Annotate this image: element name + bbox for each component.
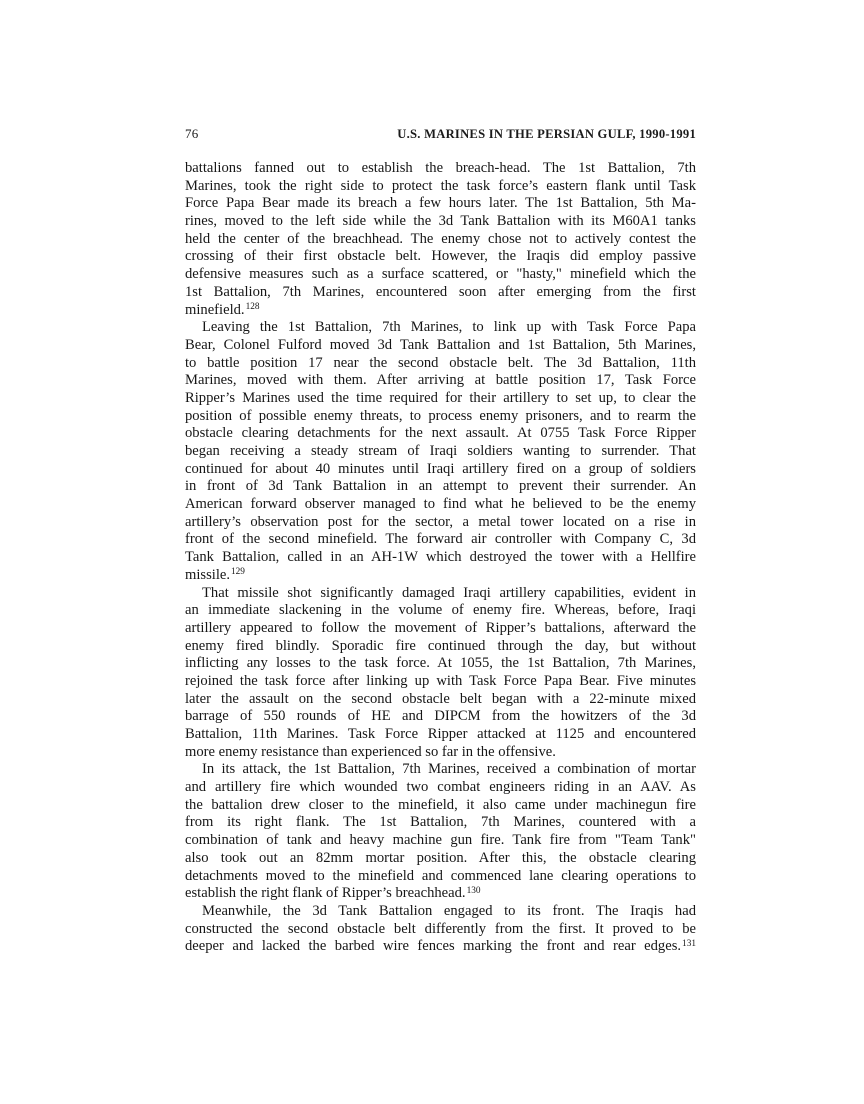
text-line: from its right flank. The 1st Battalion, 7th Marines, countered with a — [185, 814, 696, 831]
text-line: held the center of the breachhead. The enemy chose not to actively contest the — [185, 230, 696, 247]
text-line: an immediate slackening in the volume of enemy fire. Whereas, before, Iraqi — [185, 602, 696, 619]
text-line: detachments moved to the minefield and commenced lane clearing operations to — [185, 867, 696, 884]
text-line: Bear, Colonel Fulford moved 3d Tank Battalion and 1st Battalion, 5th Marines, — [185, 336, 696, 353]
page-header — [185, 126, 696, 142]
text-line: combination of tank and heavy machine gun fire. Tank fire from "Team Tank" — [185, 832, 696, 849]
text-line: inflicting any losses to the task force. At 1055, the 1st Battalion, 7th Marines, — [185, 655, 696, 672]
page-number: 76 — [185, 126, 199, 141]
text-line: began receiving a steady stream of Iraqi soldiers wanting to surrender. That — [185, 443, 696, 459]
text-line: also took out an 82mm mortar position. After this, the obstacle clearing — [185, 849, 696, 866]
text-line: and artillery fire which wounded two combat engineers riding in an AAV. As — [185, 779, 696, 796]
text-line: Tank Battalion, called in an AH-1W which destroyed the tower with a Hellfire — [185, 549, 696, 566]
text-line: That missile shot significantly damaged Iraqi artillery capabilities, evident in — [202, 584, 696, 601]
body-text — [185, 160, 696, 956]
text-line: crossing of their first obstacle belt. However, the Iraqis did employ passive — [185, 248, 696, 265]
paragraph — [185, 585, 696, 762]
text-line: Leaving the 1st Battalion, 7th Marines, to link up with Task Force Papa — [202, 319, 696, 336]
text-line: continued for about 40 minutes until Iraqi artillery fired on a group of soldiers — [185, 460, 696, 477]
text-line: later the assault on the second obstacle belt began with a 22-minute mixed — [185, 690, 696, 707]
text-line: In its attack, the 1st Battalion, 7th Marines, received a combination of mortar — [202, 761, 696, 778]
text-line: rines, moved to the left side while the 3d Tank Battalion with its M60A1 tanks — [185, 213, 696, 230]
text-line: in front of 3d Tank Battalion in an attempt to prevent their surrender. An — [185, 478, 696, 495]
text-line: obstacle clearing detachments for the next assault. At 0755 Task Force Ripper — [185, 425, 696, 442]
text-line: enemy fired blindly. Sporadic fire continued through the day, but without — [185, 637, 696, 654]
text-line: defensive measures such as a surface scattered, or "hasty," minefield which the — [185, 266, 696, 283]
footnote-ref: 130 — [466, 885, 481, 896]
text-line: Force Papa Bear made its breach a few hours later. The 1st Battalion, 5th Ma- — [185, 195, 696, 212]
text-line: the battalion drew closer to the minefield, it also came under machinegun fire — [185, 796, 696, 813]
text-line: deeper and lacked the barbed wire fences marking the front and rear edges.$^{131}$ — [185, 938, 696, 955]
text-line: Battalion, 11th Marines. Task Force Ripper attacked at 1125 and encountered — [185, 726, 696, 742]
text-line: battalions fanned out to establish the breach-head. The 1st Battalion, 7th — [185, 160, 696, 176]
text-line: establish the right flank of Ripper’s breachhead.$^{130}$ — [185, 885, 481, 902]
text-line: constructed the second obstacle belt differently from the first. It proved to be — [185, 920, 696, 937]
text-line: barrage of 550 rounds of HE and DIPCM from the howitzers of the 3d — [185, 708, 696, 725]
text-line: rejoined the task force after linking up with Task Force Papa Bear. Five minutes — [185, 672, 696, 689]
text-line: Marines, took the right side to protect the task force’s eastern flank until Task — [185, 177, 696, 194]
footnote-ref: 131 — [682, 938, 696, 949]
text-line: to battle position 17 near the second obstacle belt. The 3d Battalion, 11th — [185, 354, 696, 371]
paragraph — [185, 761, 696, 903]
paragraph — [185, 903, 696, 956]
text-line: artillery appeared to follow the movement of Ripper’s battalions, afterward the — [185, 619, 696, 636]
footnote-ref: 128 — [245, 301, 260, 312]
text-line: artillery’s observation post for the sector, a metal tower located on a rise in — [185, 513, 696, 530]
paragraph — [185, 160, 696, 319]
text-line: 1st Battalion, 7th Marines, encountered soon after emerging from the first — [185, 283, 696, 300]
text-line: front of the second minefield. The forward air controller with Company C, 3d — [185, 531, 696, 548]
text-line: position of possible enemy threats, to process enemy prisoners, and to rearm the — [185, 407, 696, 424]
text-line: Meanwhile, the 3d Tank Battalion engaged to its front. The Iraqis had — [202, 902, 696, 919]
footnote-ref: 129 — [231, 567, 245, 578]
text-line: minefield.$^{128}$ — [185, 301, 260, 318]
text-line: Ripper’s Marines used the time required for their artillery to set up, to clear the — [185, 389, 696, 406]
text-line: more enemy resistance than experienced so far in the offensive. — [185, 743, 556, 760]
running-title: U.S. MARINES IN THE PERSIAN GULF, 1990-1991 — [397, 127, 696, 141]
text-line: Marines, moved with them. After arriving at battle position 17, Task Force — [185, 372, 696, 389]
text-line: missile.$^{129}$ — [185, 566, 245, 583]
text-line: American forward observer managed to find what he believed to be the enemy — [185, 496, 696, 513]
paragraph — [185, 319, 696, 584]
